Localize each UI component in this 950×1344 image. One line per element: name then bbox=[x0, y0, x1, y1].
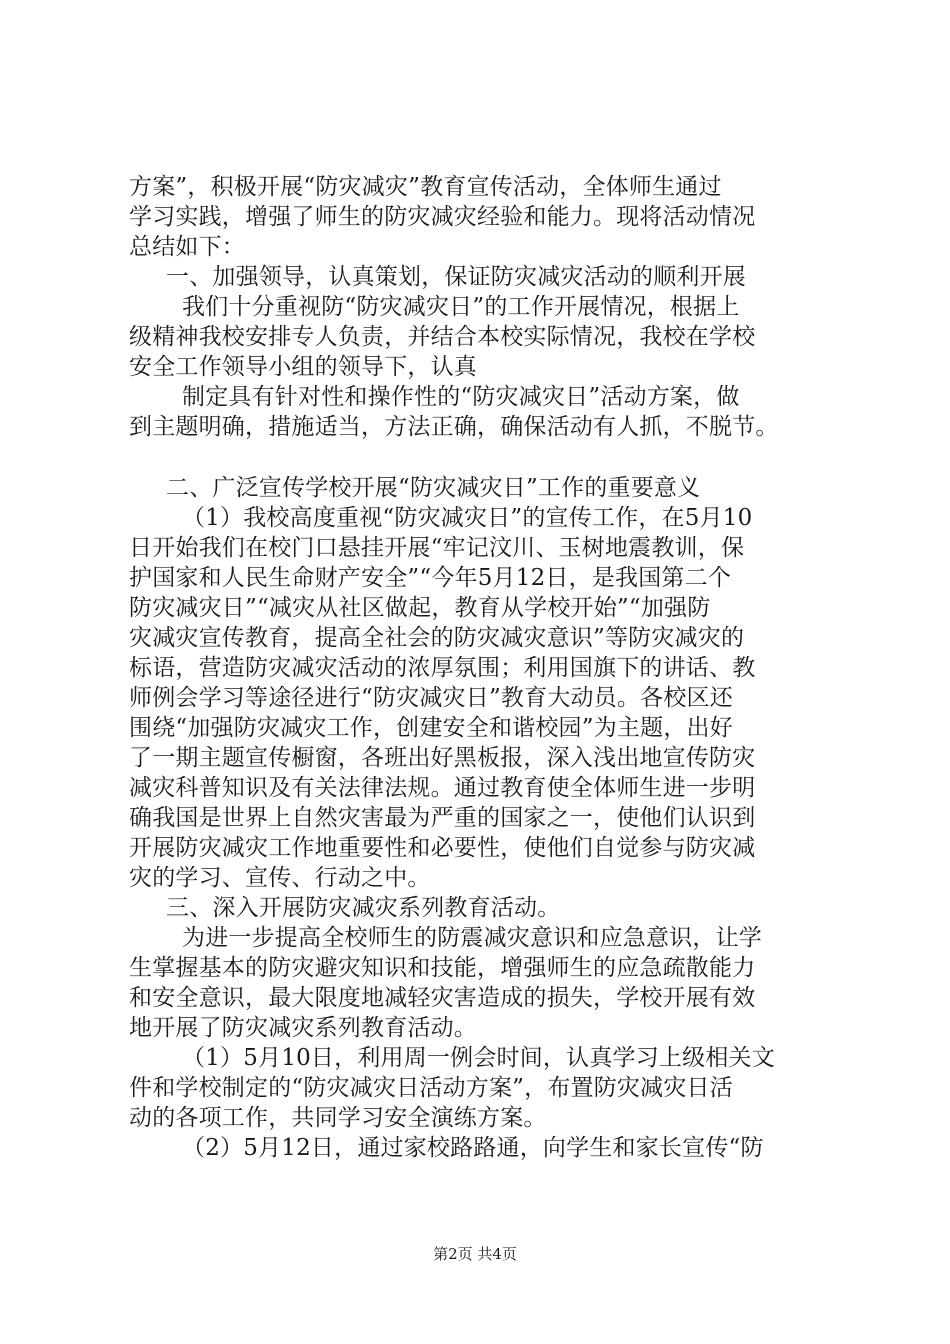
text-line: 生掌握基本的防灾避灾知识和技能，增强师生的应急疏散能力 bbox=[129, 955, 756, 981]
text-line: （1）5月10日，利用周一例会时间，认真学习上级相关文 bbox=[182, 1045, 775, 1071]
text-line: 方案”，积极开展“防灾减灾”教育宣传活动，全体师生通过 bbox=[129, 174, 722, 200]
text-line: 确我国是世界上自然灾害最为严重的国家之一，使他们认识到 bbox=[129, 805, 756, 831]
text-line: 减灾科普知识及有关法律法规。通过教育使全体师生进一步明 bbox=[129, 775, 756, 801]
text-line: 到主题明确，措施适当，方法正确，确保活动有人抓，不脱节。 bbox=[129, 414, 779, 440]
page-number: 第2页 共4页 bbox=[433, 1245, 517, 1263]
text-line: 护国家和人民生命财产安全”“今年5月12日，是我国第二个 bbox=[129, 565, 732, 591]
section-heading: 一、加强领导，认真策划，保证防灾减灾活动的顺利开展 bbox=[166, 264, 746, 290]
text-line: 和安全意识，最大限度地减轻灾害造成的损失，学校开展有效 bbox=[129, 985, 756, 1011]
text-line: 了一期主题宣传橱窗，各班出好黑板报，深入浅出地宣传防灾 bbox=[129, 745, 756, 771]
text-line: 开展防灾减灾工作地重要性和必要性，使他们自觉参与防灾减 bbox=[129, 835, 756, 861]
text-line: （2）5月12日，通过家校路路通，向学生和家长宣传“防 bbox=[182, 1135, 764, 1161]
text-line: 安全工作领导小组的领导下，认真 bbox=[129, 354, 477, 380]
page-footer bbox=[0, 1244, 950, 1264]
text-line: 动的各项工作，共同学习安全演练方案。 bbox=[129, 1105, 547, 1131]
text-line: 制定具有针对性和操作性的“防灾减灾日”活动方案，做 bbox=[182, 384, 740, 410]
text-line: 师例会学习等途径进行“防灾减灾日”教育大动员。各校区还 bbox=[129, 685, 733, 711]
paragraph-gap bbox=[129, 442, 829, 473]
text-line: 日开始我们在校门口悬挂开展“牢记汶川、玉树地震教训，保 bbox=[129, 535, 745, 561]
text-line: （1）我校高度重视“防灾减灾日”的宣传工作，在5月10 bbox=[182, 505, 753, 531]
section-heading: 二、广泛宣传学校开展“防灾减灾日”工作的重要意义 bbox=[166, 475, 701, 501]
text-line: 地开展了防灾减灾系列教育活动。 bbox=[129, 1015, 477, 1041]
text-line: 灾减灾宣传教育，提高全社会的防灾减灾意识”等防灾减灾的 bbox=[129, 625, 745, 651]
document-body bbox=[129, 172, 829, 1163]
text-line: 围绕“加强防灾减灾工作，创建安全和谐校园”为主题，出好 bbox=[129, 715, 733, 741]
text-line: 件和学校制定的“防灾减灾日活动方案”，布置防灾减灾日活 bbox=[129, 1075, 733, 1101]
text-line: 标语，营造防灾减灾活动的浓厚氛围；利用国旗下的讲话、教 bbox=[129, 655, 756, 681]
text-line: 防灾减灾日”“减灾从社区做起，教育从学校开始”“加强防 bbox=[129, 595, 711, 621]
text-line: 我们十分重视防“防灾减灾日”的工作开展情况，根据上 bbox=[182, 294, 740, 320]
text-line: 灾的学习、宣传、行动之中。 bbox=[129, 865, 431, 891]
section-heading: 三、深入开展防灾减灾系列教育活动。 bbox=[166, 895, 561, 921]
text-line: 总结如下： bbox=[129, 234, 245, 260]
text-line: 学习实践，增强了师生的防灾减灾经验和能力。现将活动情况 bbox=[129, 204, 756, 230]
text-line: 级精神我校安排专人负责，并结合本校实际情况，我校在学校 bbox=[129, 324, 756, 350]
text-line: 为进一步提高全校师生的防震减灾意识和应急意识，让学 bbox=[182, 925, 762, 951]
